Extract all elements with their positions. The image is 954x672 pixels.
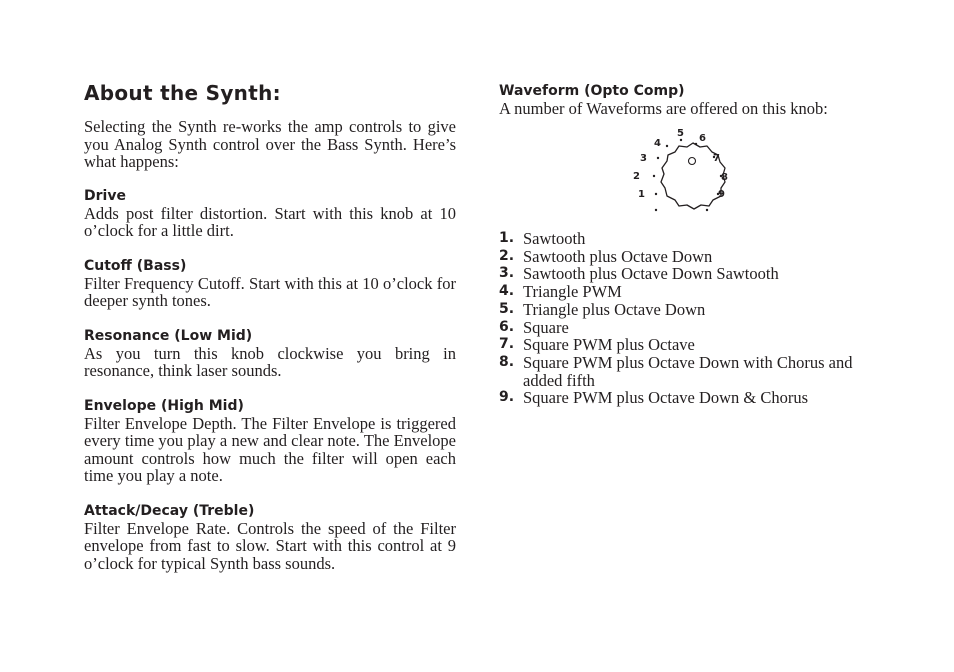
list-item bbox=[499, 354, 871, 389]
section-text: As you turn this knob clockwise you bring in resonance, think laser sounds. bbox=[84, 343, 456, 380]
list-number: 5. bbox=[499, 300, 515, 317]
section-text: Filter Frequency Cutoff. Start with this at 10 o’clock for deeper synth tones. bbox=[84, 273, 456, 310]
list-number: 9. bbox=[499, 389, 515, 406]
list-number: 3. bbox=[499, 265, 515, 282]
list-text: Square bbox=[523, 317, 569, 337]
list-text: Sawtooth plus Octave Down Sawtooth bbox=[523, 264, 779, 284]
dial-label-6: 6 bbox=[699, 133, 706, 144]
section-drive bbox=[84, 187, 456, 240]
dial-label-7: 7 bbox=[713, 153, 720, 164]
dial-label-3: 3 bbox=[640, 153, 647, 164]
section-attack-decay bbox=[84, 502, 456, 573]
list-text: Triangle PWM bbox=[523, 282, 622, 302]
list-item bbox=[499, 301, 871, 319]
waveform-heading: Waveform (Opto Comp) bbox=[499, 83, 685, 99]
list-item bbox=[499, 389, 871, 407]
section-text: Adds post filter distortion. Start with this knob at 10 o’clock for a little dirt. bbox=[84, 203, 456, 240]
waveform-list bbox=[499, 230, 871, 407]
section-text: Filter Envelope Depth. The Filter Envelope is triggered every time you play a new and clear note. The Envelope amount controls how much the filter will open each time you play a note. bbox=[84, 413, 456, 485]
dial-label-9: 9 bbox=[718, 189, 725, 200]
list-item bbox=[499, 336, 871, 354]
dial-label-1: 1 bbox=[638, 189, 645, 200]
section-resonance bbox=[84, 327, 456, 380]
list-text: Square PWM plus Octave Down & Chorus bbox=[523, 388, 809, 408]
list-text: Triangle plus Octave Down bbox=[523, 299, 706, 319]
list-number: 4. bbox=[499, 283, 515, 300]
waveform-intro: A number of Waveforms are offered on this knob: bbox=[499, 99, 828, 118]
list-item bbox=[499, 319, 871, 337]
intro-paragraph: Selecting the Synth re-works the amp controls to give you Analog Synth control over the Bass Synth. Here’s what happens: bbox=[84, 117, 456, 171]
list-number: 8. bbox=[499, 353, 515, 370]
dial-label-2: 2 bbox=[633, 171, 640, 182]
dial-label-4: 4 bbox=[654, 138, 661, 149]
list-item bbox=[499, 283, 871, 301]
section-heading: Drive bbox=[84, 187, 126, 204]
section-text: Filter Envelope Rate. Controls the speed of the Filter envelope from fast to slow. Start with this control at 9 o’clock for typical Synth bass sounds. bbox=[84, 518, 456, 573]
section-heading: Attack/Decay (Treble) bbox=[84, 502, 255, 519]
list-item bbox=[499, 230, 871, 248]
list-item bbox=[499, 248, 871, 266]
page-title: About the Synth: bbox=[84, 81, 281, 105]
list-number: 6. bbox=[499, 318, 515, 335]
list-number: 7. bbox=[499, 336, 515, 353]
list-number: 1. bbox=[499, 230, 515, 246]
waveform-knob-diagram bbox=[624, 126, 764, 226]
section-heading: Resonance (Low Mid) bbox=[84, 327, 253, 344]
knob-pointer bbox=[689, 158, 696, 165]
list-item bbox=[499, 265, 871, 283]
list-number: 2. bbox=[499, 247, 515, 264]
section-envelope bbox=[84, 397, 456, 485]
dial-label-5: 5 bbox=[677, 128, 684, 139]
dial-label-8: 8 bbox=[721, 172, 728, 183]
list-text: Square PWM plus Octave Down with Chorus and added fifth bbox=[523, 352, 853, 390]
left-column bbox=[84, 80, 456, 572]
section-cutoff bbox=[84, 257, 456, 310]
section-heading: Cutoff (Bass) bbox=[84, 257, 187, 274]
section-heading: Envelope (High Mid) bbox=[84, 397, 244, 414]
right-column bbox=[499, 80, 871, 408]
list-text: Sawtooth plus Octave Down bbox=[523, 246, 713, 266]
list-text: Sawtooth bbox=[523, 229, 586, 248]
list-text: Square PWM plus Octave bbox=[523, 335, 695, 355]
